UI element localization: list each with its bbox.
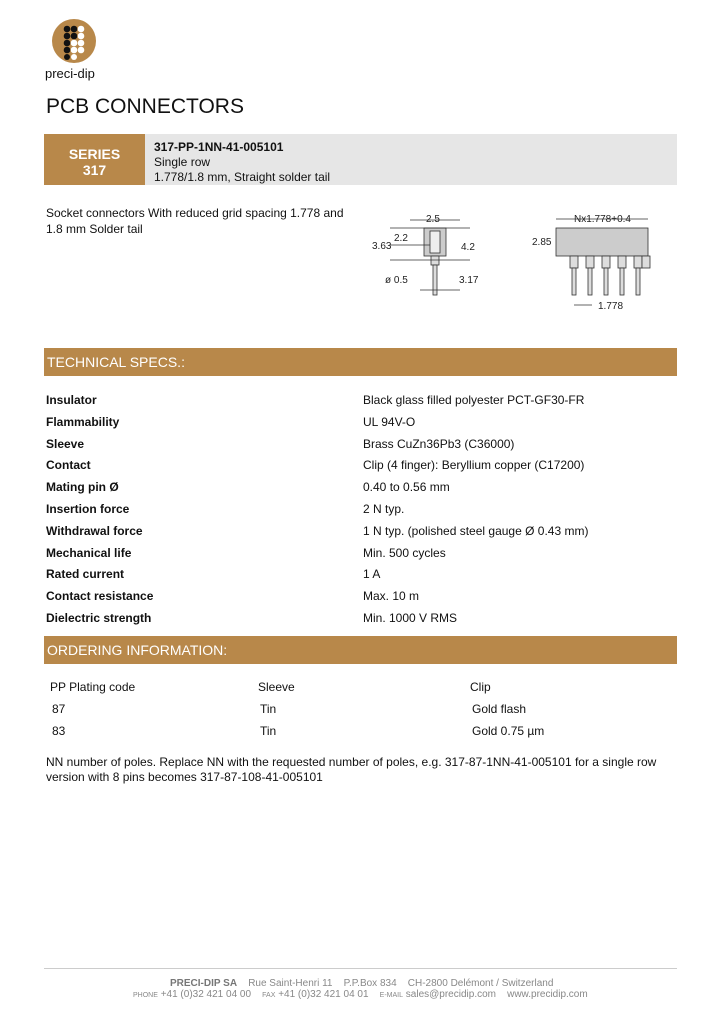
series-info: [145, 134, 677, 185]
footer-divider: [44, 968, 677, 969]
dim-3-17: 3.17: [459, 275, 479, 286]
series-label: SERIES: [68, 146, 121, 162]
spec-key: Mechanical life: [46, 545, 132, 560]
description: Socket connectors With reduced grid spacing 1.778 and 1.8 mm Solder tail: [46, 206, 344, 236]
footer-address: [170, 978, 553, 989]
dimension-drawing: [360, 205, 680, 320]
dim-4-2: 4.2: [461, 242, 475, 253]
spec-key: Withdrawal force: [46, 523, 143, 538]
brand-name: preci-dip: [45, 66, 95, 81]
spec-key: Contact resistance: [46, 589, 154, 604]
spec-value: 1 N typ. (polished steel gauge Ø 0.43 mm): [363, 523, 589, 538]
spec-key: Sleeve: [46, 436, 85, 451]
tech-specs-heading: TECHNICAL SPECS.:: [44, 348, 677, 376]
series-badge: [44, 134, 145, 185]
ordering-cell: Gold flash: [472, 702, 527, 716]
spec-value: UL 94V-O: [363, 414, 416, 429]
phone-label: PHONE: [133, 992, 158, 999]
footer-contact: [133, 989, 588, 1000]
ordering-cell: Tin: [260, 702, 277, 716]
footer-street: Rue Saint-Henri 11: [248, 978, 333, 989]
fax: +41 (0)32 421 04 01: [278, 989, 369, 1000]
fax-label: FAX: [262, 992, 276, 999]
ordering-cell: Tin: [260, 724, 277, 738]
series-number: 317: [82, 162, 107, 178]
page-title: PCB CONNECTORS: [46, 95, 244, 118]
ordering-heading: ORDERING INFORMATION:: [44, 636, 677, 664]
dim-length: Nx1.778+0.4: [574, 214, 631, 225]
ordering-cell: 83: [52, 724, 66, 738]
dim-3-63: 3.63: [372, 241, 392, 252]
spec-value: 0.40 to 0.56 mm: [363, 480, 450, 495]
series-spec: 1.778/1.8 mm, Straight solder tail: [154, 170, 331, 184]
spec-value: Clip (4 finger): Beryllium copper (C17200): [363, 458, 585, 473]
part-number: 317-PP-1NN-41-005101: [154, 140, 284, 154]
spec-value: Min. 1000 V RMS: [363, 611, 458, 625]
dim-pin-dia: ø 0.5: [385, 275, 408, 286]
spec-key: Contact: [46, 458, 91, 473]
spec-value: Brass CuZn36Pb3 (C36000): [363, 436, 515, 451]
dim-2-85: 2.85: [532, 237, 552, 248]
spec-key: Insulator: [46, 393, 97, 407]
spec-value: 2 N typ.: [363, 502, 405, 516]
website-link[interactable]: www.precidip.com: [507, 989, 588, 1000]
footer-city: CH-2800 Delémont / Switzerland: [407, 978, 554, 989]
email-label: E-MAIL: [379, 992, 404, 999]
spec-key: Mating pin Ø: [46, 480, 119, 495]
spec-key: Rated current: [46, 567, 125, 582]
ordering-cell: Sleeve: [258, 680, 295, 694]
dim-2-2: 2.2: [394, 233, 408, 244]
preci-dip-logo: [52, 19, 96, 63]
spec-value: Black glass filled polyester PCT-GF30-FR: [363, 393, 585, 407]
phone: +41 (0)32 421 04 00: [160, 989, 252, 1000]
spec-value: Max. 10 m: [363, 589, 420, 604]
ordering-cell: 87: [52, 702, 66, 716]
spec-value: Min. 500 cycles: [363, 545, 446, 560]
email-link[interactable]: sales@precidip.com: [405, 989, 496, 1000]
dim-pitch: 1.778: [598, 301, 624, 312]
spec-key: Flammability: [46, 414, 120, 429]
dim-width: 2.5: [426, 214, 440, 225]
footer-box: P.P.Box 834: [343, 978, 397, 989]
footer-company: PRECI-DIP SA: [170, 978, 238, 989]
ordering-cell: Gold 0.75 µm: [472, 724, 545, 738]
ordering-cell: PP Plating code: [50, 680, 136, 694]
ordering-note: NN number of poles. Replace NN with the requested number of poles, e.g. 317-87-1NN-41-005101 for a single row version with 8 pins becomes 317-87-108-41-005101: [46, 755, 657, 784]
spec-key: Insertion force: [46, 502, 130, 516]
ordering-cell: Clip: [470, 680, 491, 694]
spec-key: Dielectric strength: [46, 611, 152, 625]
spec-value: 1 A: [363, 567, 381, 582]
row-type: Single row: [154, 155, 211, 169]
